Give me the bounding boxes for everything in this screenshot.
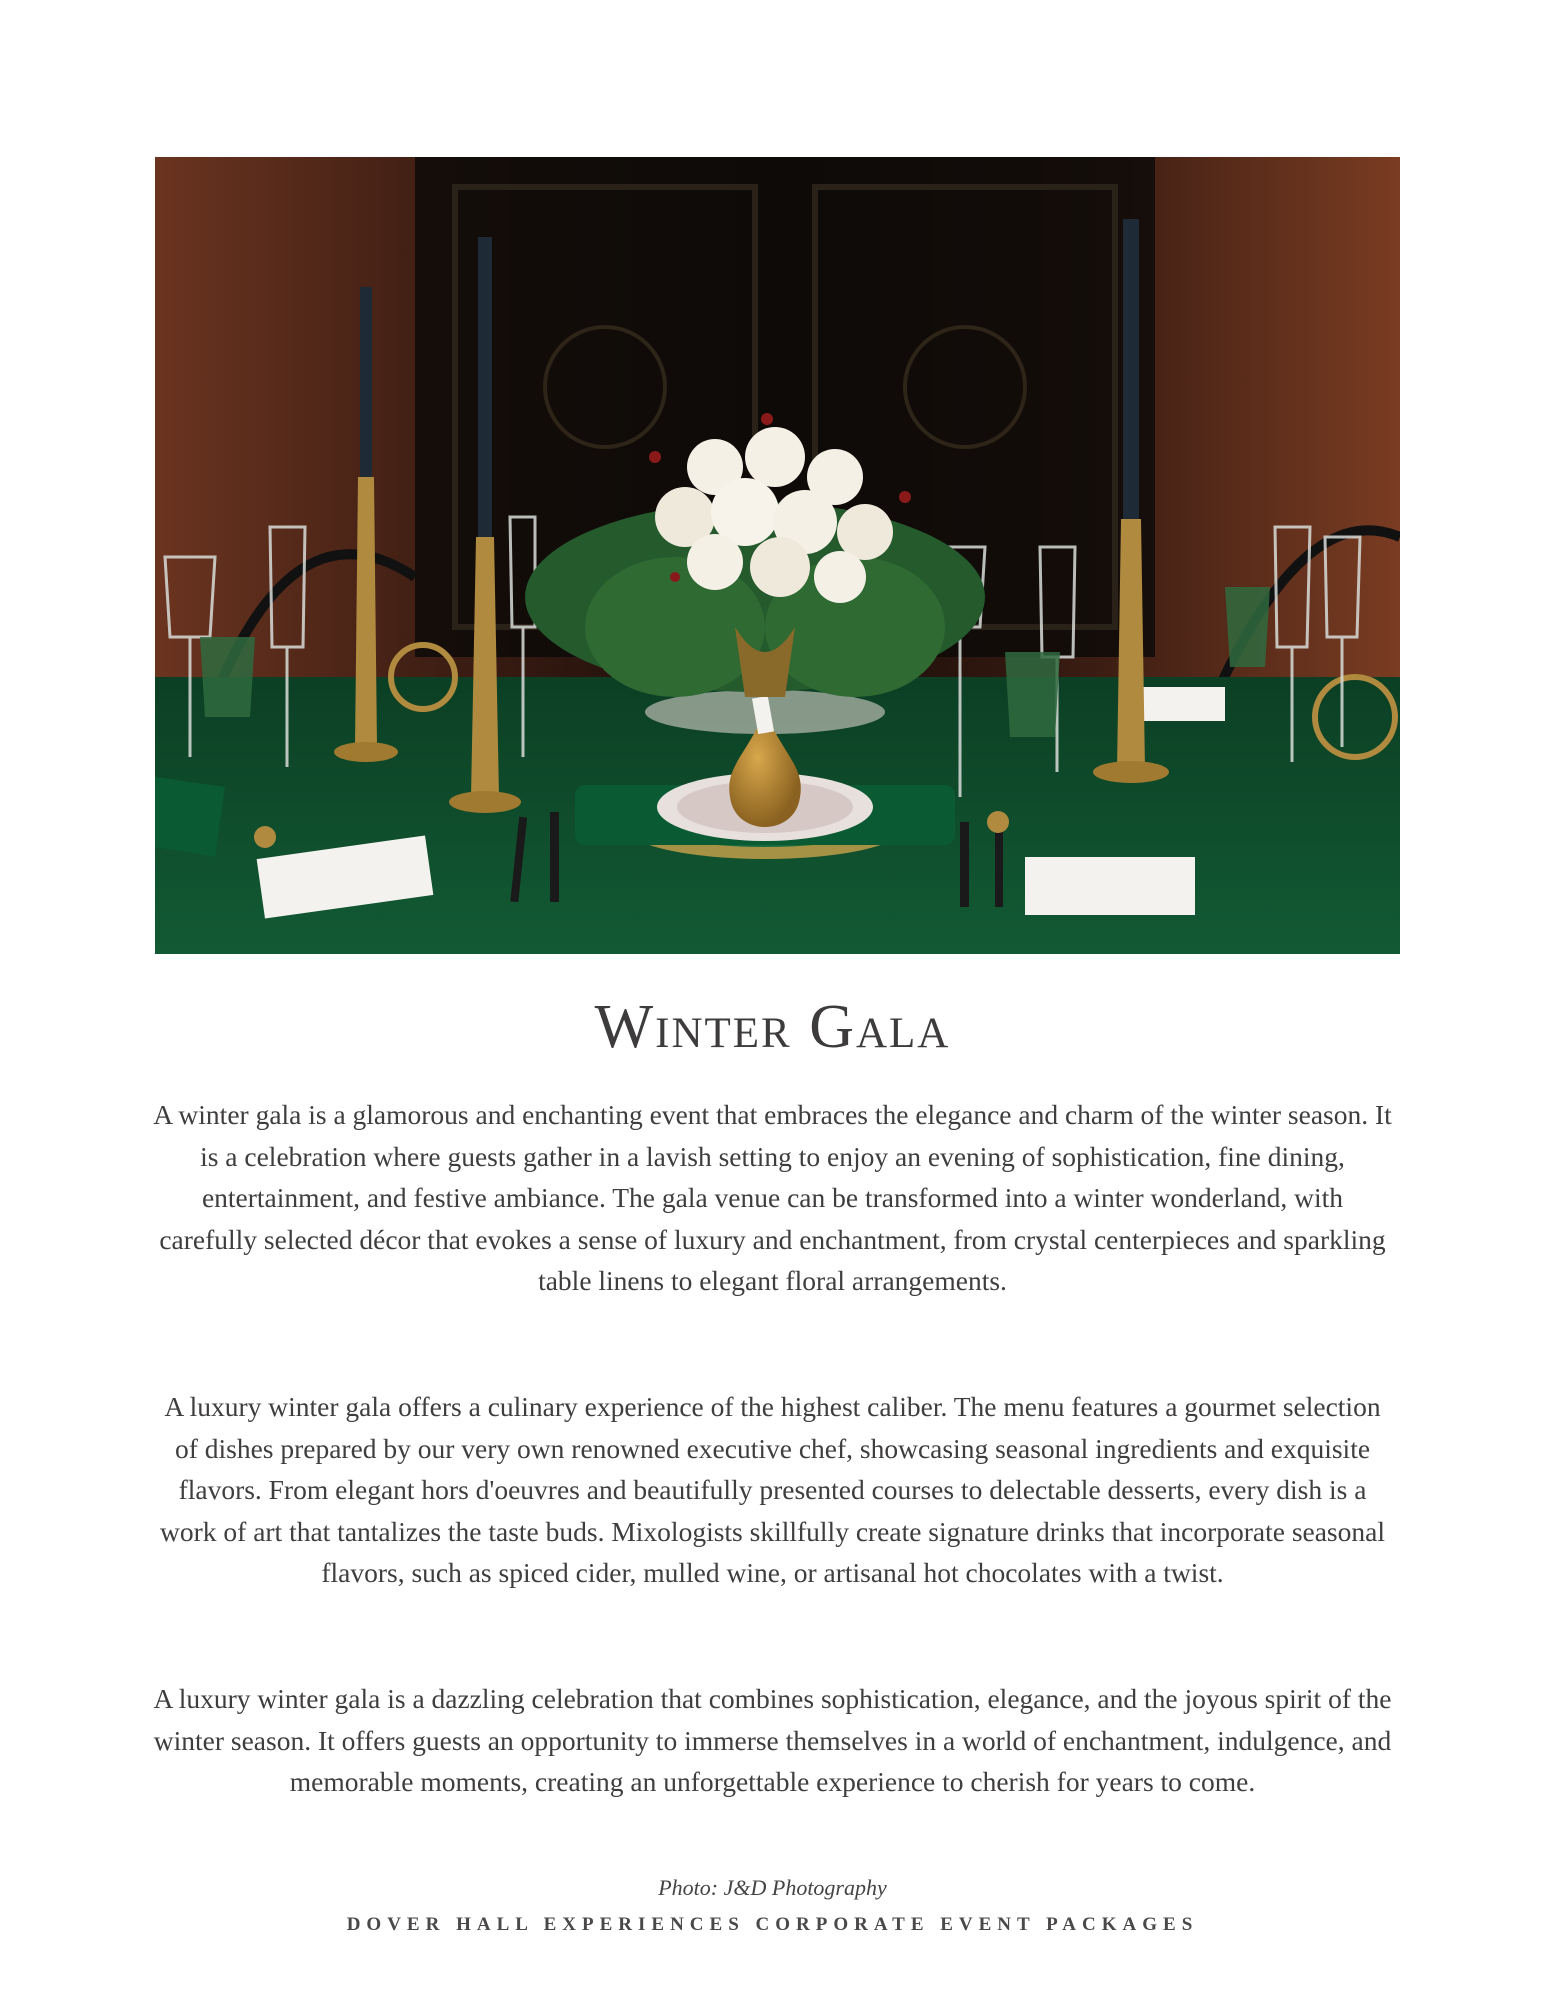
- hero-photo: [155, 157, 1400, 954]
- description-paragraph-3: A luxury winter gala is a dazzling celebration that combines sophistication, elegance, and the joyous spirit of the winter season. It offers guests an opportunity to immerse themselves in a world of enchantment, indulgence, and memorable moments, creating an unforgettable experience to cherish for years to come.: [153, 1683, 1392, 1797]
- document-footer: DOVER HALL EXPERIENCES CORPORATE EVENT PACKAGES: [346, 1914, 1199, 1935]
- table-setting-illustration: [155, 157, 1400, 954]
- photo-credit: Photo: J&D Photography: [658, 1875, 887, 1900]
- page-title: Winter Gala: [594, 993, 951, 1061]
- description-paragraph-1: A winter gala is a glamorous and enchanting event that embraces the elegance and charm of the winter season. It is a celebration where guests gather in a lavish setting to enjoy an evening of sophistication, fine dining, entertainment, and festive ambiance. The gala venue can be transformed into a winter wonderland, with carefully selected décor that evokes a sense of luxury and enchantment, from crystal centerpieces and sparkling table linens to elegant floral arrangements.: [153, 1099, 1392, 1296]
- description-paragraph-2: A luxury winter gala offers a culinary experience of the highest caliber. The menu features a gourmet selection of dishes prepared by our very own renowned executive chef, showcasing seasonal ingredients and exquisite flavors. From elegant hors d'oeuvres and beautifully presented courses to delectable desserts, every dish is a work of art that tantalizes the taste buds. Mixologists skillfully create signature drinks that incorporate seasonal flavors, such as spiced cider, mulled wine, or artisanal hot chocolates with a twist.: [160, 1391, 1385, 1588]
